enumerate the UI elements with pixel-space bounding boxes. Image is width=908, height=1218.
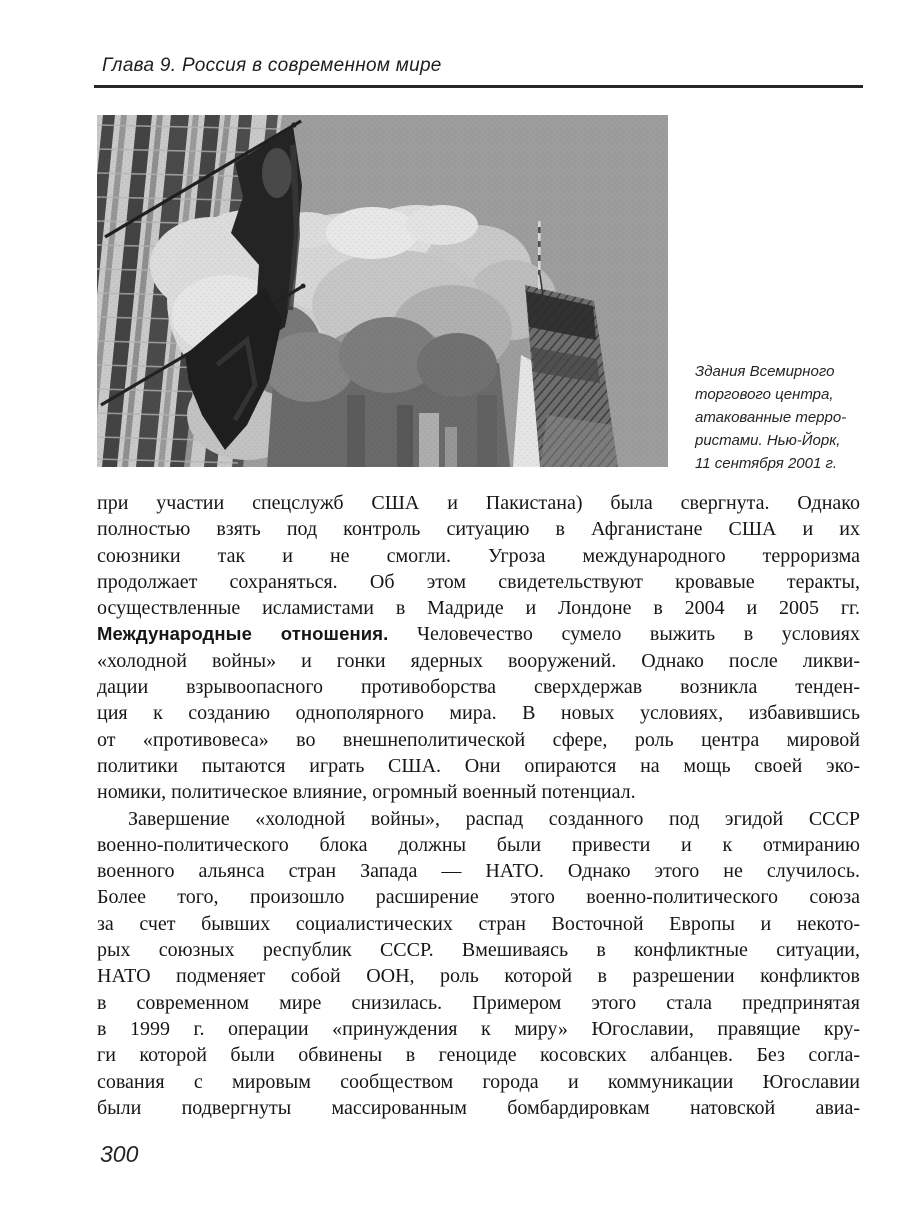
caption-line: торгового центра, [695,386,834,403]
header-rule [94,85,863,88]
body-line: за счет бывших социалистических стран Восточной Европы и некото- [97,912,860,935]
caption-line: ристами. Нью-Йорк, [695,432,841,449]
body-line: политики пытаются играть США. Они опираются на мощь своей эко- [97,754,860,777]
body-line: Международные отношения. Человечество сумело выжить в условиях [97,623,860,646]
body-line: союзники так и не смогли. Угроза международного терроризма [97,544,860,567]
page-number: 300 [100,1141,139,1167]
body-line: военного альянса стран Запада — НАТО. Однако этого не случилось. [97,860,860,883]
wtc-photo [97,115,668,467]
body-line: осуществленные исламистами в Мадриде и Лондоне в 2004 и 2005 гг. [97,597,860,620]
body-line: от «противовеса» во внешнеполитической сфере, роль центра мировой [97,728,860,751]
body-line: дации взрывоопасного противоборства сверхдержав возникла тенден- [97,676,860,699]
body-line: были подвергнуты массированным бомбардировкам натовской авиа- [97,1096,860,1119]
body-text [97,490,860,1121]
wtc-photo-illustration [97,115,668,467]
halftone-texture [97,115,668,467]
body-line: сования с мировым сообществом города и коммуникации Югославии [97,1070,860,1093]
body-line: «холодной войны» и гонки ядерных вооружений. Однако после ликви- [97,649,860,672]
body-line: рых союзных республик СССР. Вмешиваясь в конфликтные ситуации, [97,939,860,962]
body-line: Завершение «холодной войны», распад созданного под эгидой СССР [128,807,860,830]
body-line: в современном мире снизилась. Примером этого стала предпринятая [97,991,860,1014]
body-line: при участии спецслужб США и Пакистана) была свергнута. Однако [97,492,860,514]
chapter-title: Глава 9. Россия в современном мире [102,55,442,76]
body-line: в 1999 г. операции «принуждения к миру» Югославии, правящие кру- [97,1017,860,1040]
body-line: номики, политическое влияние, огромный военный потенциал. [97,781,636,804]
body-line: НАТО подменяет собой ООН, роль которой в разрешении конфликтов [97,965,860,988]
body-line: продолжает сохраняться. Об этом свидетельствуют кровавые теракты, [97,570,860,593]
body-line: военно-политического блока должны были привести и к отмиранию [97,833,860,856]
caption-line: Здания Всемирного [695,363,835,380]
body-line: ги которой были обвинены в геноциде косовских албанцев. Без согла- [97,1044,860,1067]
body-line: ция к созданию однополярного мира. В новых условиях, избавившись [97,702,860,725]
caption-line: 11 сентября 2001 г. [695,455,838,472]
caption-line: атакованные терро- [695,409,847,426]
body-line: полностью взять под контроль ситуацию в Афганистане США и их [97,518,860,541]
photo-caption [695,360,870,475]
run-in-heading: Международные отношения. [97,623,389,645]
body-line: Более того, произошло расширение этого военно-политического союза [97,886,860,909]
